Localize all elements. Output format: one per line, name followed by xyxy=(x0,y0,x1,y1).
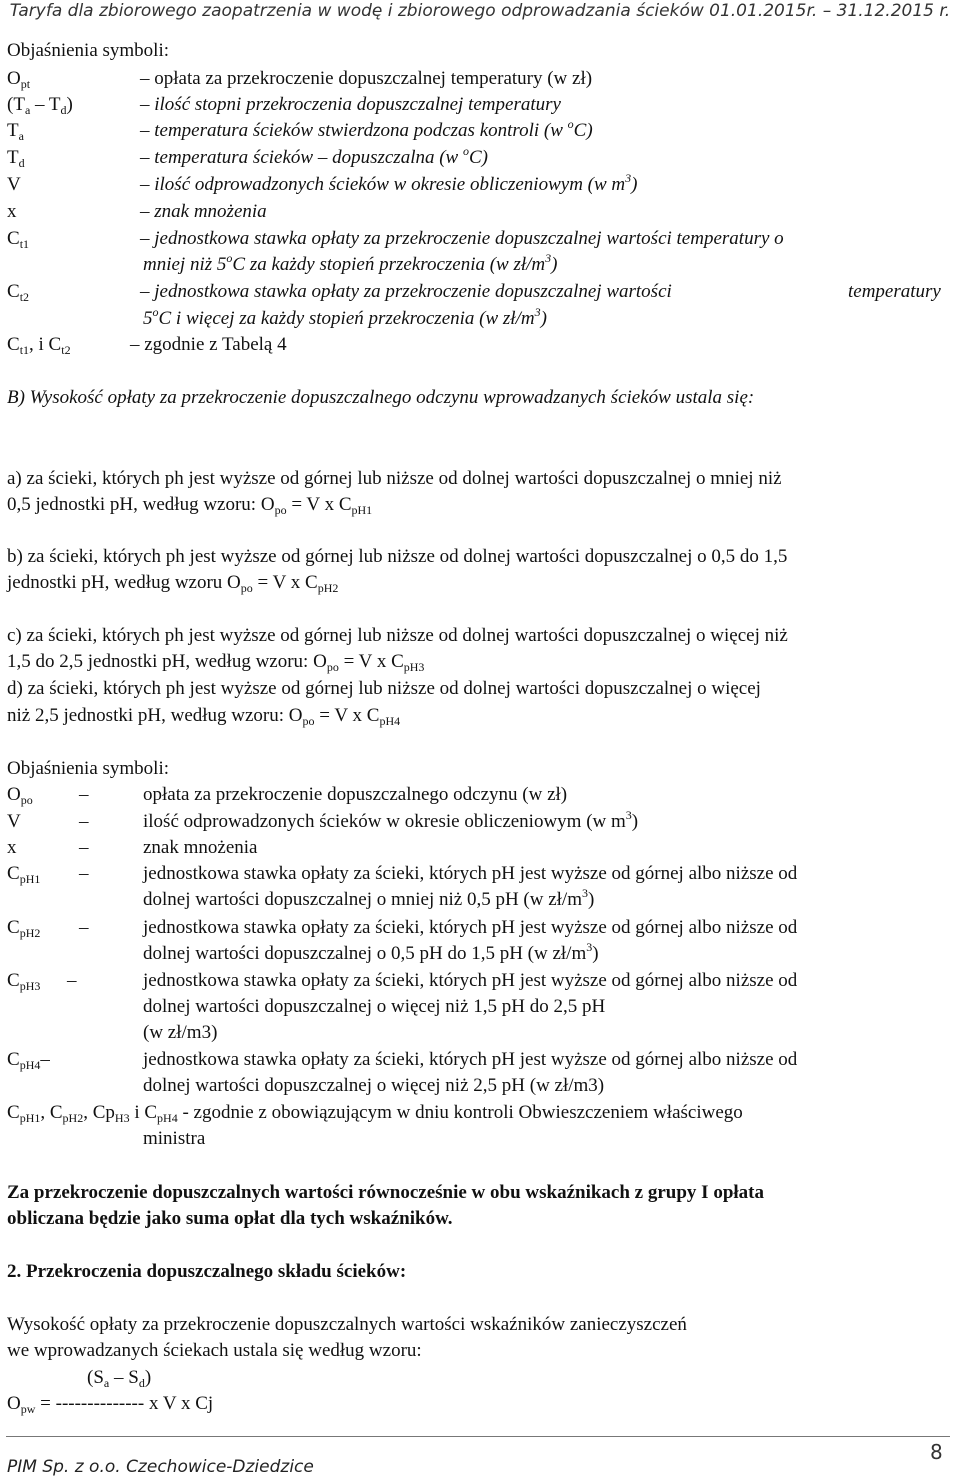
symbol-ta-td: $(T_a - T_d)$ xyxy=(7,94,73,117)
legend-title-ph: Objaśnienia symboli: xyxy=(7,758,170,779)
ph-summary-line2: ministra xyxy=(143,1128,206,1149)
desc-ct1-line1: – jednostkowa stawka opłaty za przekroczenie dopuszczalnej wartości temperatury o xyxy=(140,228,784,249)
desc-v-ph: ilość odprowadzonych ścieków w okresie obliczeniowym (w $m^3$) xyxy=(143,808,639,832)
desc-ct2-line1: – jednostkowa stawka opłaty za przekroczenie dopuszczalnej wartości xyxy=(140,281,672,302)
section-2-text-line2: we wprowadzanych ściekach ustala się według wzoru: xyxy=(7,1340,422,1361)
dash-v-ph: – xyxy=(79,811,89,832)
bold-note-line1: Za przekroczenie dopuszczalnych wartości równocześnie w obu wskaźnikach z grupy I opłata xyxy=(7,1182,764,1203)
symbol-v-ph: V xyxy=(7,811,21,832)
section-2-text-line1: Wysokość opłaty za przekroczenie dopuszczalnych wartości wskaźników zanieczyszczeń xyxy=(7,1314,687,1335)
dash-cph3: – xyxy=(67,970,77,991)
desc-cph2-line2: dolnej wartości dopuszczalnej o 0,5 pH do 1,5 pH (w $zł/m^3$) xyxy=(143,940,599,964)
symbol-cph4: $C_{pH4}-$ xyxy=(7,1049,50,1072)
symbol-ct1: $C_{t1}$ xyxy=(7,228,30,251)
desc-cph3-line3: (w zł/m3) xyxy=(143,1022,218,1043)
desc-ct1-line2: mniej niż 5$^o$C za każdy stopień przekroczenia (w $zł/m^3$) xyxy=(143,251,558,275)
dash-cph2: – xyxy=(79,917,89,938)
dash-x-ph: – xyxy=(79,837,89,858)
desc-ta: – temperatura ścieków stwierdzona podczas kontroli (w $^o$C) xyxy=(140,117,593,141)
symbol-ta: $T_a$ xyxy=(7,120,24,143)
desc-cph3-line2: dolnej wartości dopuszczalnej o więcej niż 1,5 pH do 2,5 pH xyxy=(143,996,606,1017)
desc-cph1-line2: dolnej wartości dopuszczalnej o mniej niż 0,5 pH (w $zł/m^3$) xyxy=(143,886,595,910)
ph-item-d-line1: d) za ścieki, których ph jest wyższe od górnej lub niższe od dolnej wartości dopuszczalnej o więcej xyxy=(7,678,761,699)
desc-ct1-ct2: – zgodnie z Tabelą 4 xyxy=(130,334,287,355)
desc-opt: – opłata za przekroczenie dopuszczalnej temperatury (w zł) xyxy=(140,68,593,89)
desc-cph2-line1: jednostkowa stawka opłaty za ścieki, których pH jest wyższe od górnej albo niższe od xyxy=(143,917,798,938)
desc-cph1-line1: jednostkowa stawka opłaty za ścieki, których pH jest wyższe od górnej albo niższe od xyxy=(143,863,798,884)
desc-cph4-line2: dolnej wartości dopuszczalnej o więcej niż 2,5 pH (w zł/m3) xyxy=(143,1075,605,1096)
dash-opo: – xyxy=(79,784,89,805)
desc-ct2-line1-end: temperatury xyxy=(848,281,941,302)
ph-item-b-line2: jednostki pH, według wzoru $O_{po} = V$ x $C_{pH2}$ xyxy=(7,572,339,595)
ph-summary-line1: $C_{pH1}$, $C_{pH2}$, $Cp_{H3}$ i $C_{pH4}$ - zgodnie z obowiązującym w dniu kontroli Obwieszczeniem właściwego xyxy=(7,1102,743,1125)
formula-main: $O_{pw}$ = -------------- x V x Cj xyxy=(7,1393,214,1416)
symbol-td: $T_d$ xyxy=(7,147,25,170)
desc-v: – ilość odprowadzonych ścieków w okresie obliczeniowym (w $m^3$) xyxy=(140,171,638,195)
symbol-x: x xyxy=(7,201,17,222)
symbol-cph1: $C_{pH1}$ xyxy=(7,863,41,886)
desc-opo: opłata za przekroczenie dopuszczalnego odczynu (w zł) xyxy=(143,784,568,805)
ph-item-a-line1: a) za ścieki, których ph jest wyższe od górnej lub niższe od dolnej wartości dopuszczalnej o mniej niż xyxy=(7,468,782,489)
symbol-opo: $O_{po}$ xyxy=(7,784,33,807)
ph-item-c-line1: c) za ścieki, których ph jest wyższe od górnej lub niższe od dolnej wartości dopuszczalnej o więcej niż xyxy=(7,625,788,646)
ph-item-b-line1: b) za ścieki, których ph jest wyższe od górnej lub niższe od dolnej wartości dopuszczalnej o 0,5 do 1,5 xyxy=(7,546,788,567)
section-2-title: 2. Przekroczenia dopuszczalnego składu ścieków: xyxy=(7,1261,407,1282)
desc-cph4-line1: jednostkowa stawka opłaty za ścieki, których pH jest wyższe od górnej albo niższe od xyxy=(143,1049,798,1070)
desc-td: – temperatura ścieków – dopuszczalna (w $^o$C) xyxy=(140,144,488,168)
desc-x-ph: znak mnożenia xyxy=(143,837,258,858)
footer-company: PIM Sp. z o.o. Czechowice-Dziedzice xyxy=(7,1457,314,1477)
ph-item-c-line2: 1,5 do 2,5 jednostki pH, według wzoru: $O_{po} = V$ x $C_{pH3}$ xyxy=(7,651,425,674)
ph-item-a-line2: 0,5 jednostki pH, według wzoru: $O_{po} = V$ x $C_{pH1}$ xyxy=(7,494,373,517)
footer-divider xyxy=(6,1436,950,1437)
legend-title-temp: Objaśnienia symboli: xyxy=(7,40,170,61)
ph-item-d-line2: niż 2,5 jednostki pH, według wzoru: $O_{po} = V$ x $C_{pH4}$ xyxy=(7,705,401,728)
dash-cph1: – xyxy=(79,863,89,884)
formula-numerator: $(S_a - S_d)$ xyxy=(87,1367,152,1390)
bold-note-line2: obliczana będzie jako suma opłat dla tych wskaźników. xyxy=(7,1208,453,1229)
symbol-cph3: $C_{pH3}$ xyxy=(7,970,41,993)
symbol-cph2: $C_{pH2}$ xyxy=(7,917,41,940)
section-b-title: B) Wysokość opłaty za przekroczenie dopuszczalnego odczynu wprowadzanych ścieków ustala się: xyxy=(7,387,755,408)
symbol-ct1-ct2: $C_{t1}$, i $C_{t2}$ xyxy=(7,334,71,357)
symbol-opt: $O_{pt}$ xyxy=(7,68,31,91)
page-header: Taryfa dla zbiorowego zaopatrzenia w wodę i zbiorowego odprowadzania ścieków 01.01.2015r. – 31.12.2015 r. xyxy=(9,1,951,21)
symbol-ct2: $C_{t2}$ xyxy=(7,281,30,304)
desc-ta-td: – ilość stopni przekroczenia dopuszczalnej temperatury xyxy=(140,94,561,115)
desc-x: – znak mnożenia xyxy=(140,201,267,222)
symbol-x-ph: x xyxy=(7,837,17,858)
symbol-v: V xyxy=(7,174,21,195)
desc-cph3-line1: jednostkowa stawka opłaty za ścieki, których pH jest wyższe od górnej albo niższe od xyxy=(143,970,798,991)
page-number: 8 xyxy=(930,1440,943,1464)
desc-ct2-line2: 5$^o$C i więcej za każdy stopień przekroczenia (w $zł/m^3$) xyxy=(143,305,547,329)
